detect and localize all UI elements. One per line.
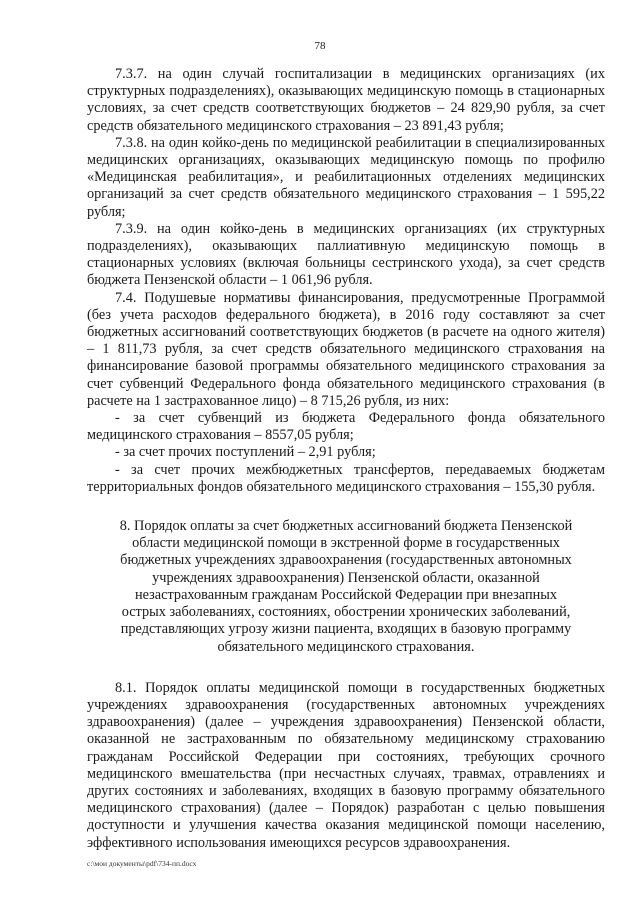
- paragraph-7-3-9: 7.3.9. на один койко-день в медицинских организациях (их структурных подразделениях), оказывающих паллиативную медицинскую помощь в стационарных условиях (включая больницы сестринского ухода), за счет средств бюджета Пензенской области – 1 061,96 рубля.: [87, 220, 605, 289]
- paragraph-7-3-8: 7.3.8. на один койко-день по медицинской реабилитации в специализированных медицинских организациях, оказывающих медицинскую помощь по профилю «Медицинская реабилитация», и реабилитационных отделениях медицинских организаций за счет средств обязательного медицинского страхования – 1 595,22 рубля;: [87, 134, 605, 220]
- list-item-other-income: - за счет прочих поступлений – 2,91 рубля;: [115, 444, 376, 461]
- paragraph-8-1: 8.1. Порядок оплаты медицинской помощи в государственных бюджетных учреждениях здравоохранения (государственных автономных учреждениях здравоохранения) (далее – учреждения здравоохранения) Пензенской области, оказанной не застрахованным по обязательному медицинскому страхованию гражданам Российской Федерации при состояниях, требующих срочного медицинского вмешательства (при несчастных случаях, травмах, отравлениях и других состояниях и заболеваниях, входящих в базовую программу обязательного медицинского страхования) (далее – Порядок) разработан с целью повышения доступности и улучшения качества оказания медицинской помощи населению, эффективного использования имеющихся ресурсов здравоохранения.: [87, 679, 605, 851]
- paragraph-7-4: 7.4. Подушевые нормативы финансирования, предусмотренные Программой (без учета расходов федерального бюджета), в 2016 году составляют за счет бюджетных ассигнований соответствующих бюджетов (в расчете на одного жителя) – 1 811,73 рубля, за счет средств обязательного медицинского страхования на финансирование базовой программы обязательного медицинского страхования за счет субвенций Федерального фонда обязательного медицинского страхования (в расчете на 1 застрахованное лицо) – 8 715,26 рубля, из них:: [87, 289, 605, 409]
- list-item-subventions: - за счет субвенций из бюджета Федерального фонда обязательного медицинского страхования – 8557,05 рубля;: [87, 410, 605, 444]
- list-item-transfers: - за счет прочих межбюджетных трансфертов, передаваемых бюджетам территориальных фондов обязательного медицинского страхования – 155,30 рубля.: [87, 461, 605, 495]
- document-body: [87, 66, 605, 852]
- section-8-heading: 8. Порядок оплаты за счет бюджетных ассигнований бюджета Пензенской области медицинской помощи в экстренной форме в государственных бюджетных учреждениях здравоохранения (государственных автономных учреждениях здравоохранения) Пензенской области, оказанной незастрахованным гражданам Российской Федерации при внезапных острых заболеваниях, состояниях, обострении хронических заболеваний, представляющих угрозу жизни пациента, входящих в базовую программу обязательного медицинского страхования.: [119, 518, 573, 655]
- footer-file-path: c:\мои документы\pdf\734-пп.docx: [87, 859, 197, 868]
- paragraph-7-3-7: 7.3.7. на один случай госпитализации в медицинских организациях (их структурных подразделениях), оказывающих медицинскую помощь в стационарных условиях, за счет средств соответствующих бюджетов – 24 829,90 рубля, за счет средств обязательного медицинского страхования – 23 891,43 рубля;: [87, 66, 605, 134]
- page-number: 78: [314, 40, 326, 52]
